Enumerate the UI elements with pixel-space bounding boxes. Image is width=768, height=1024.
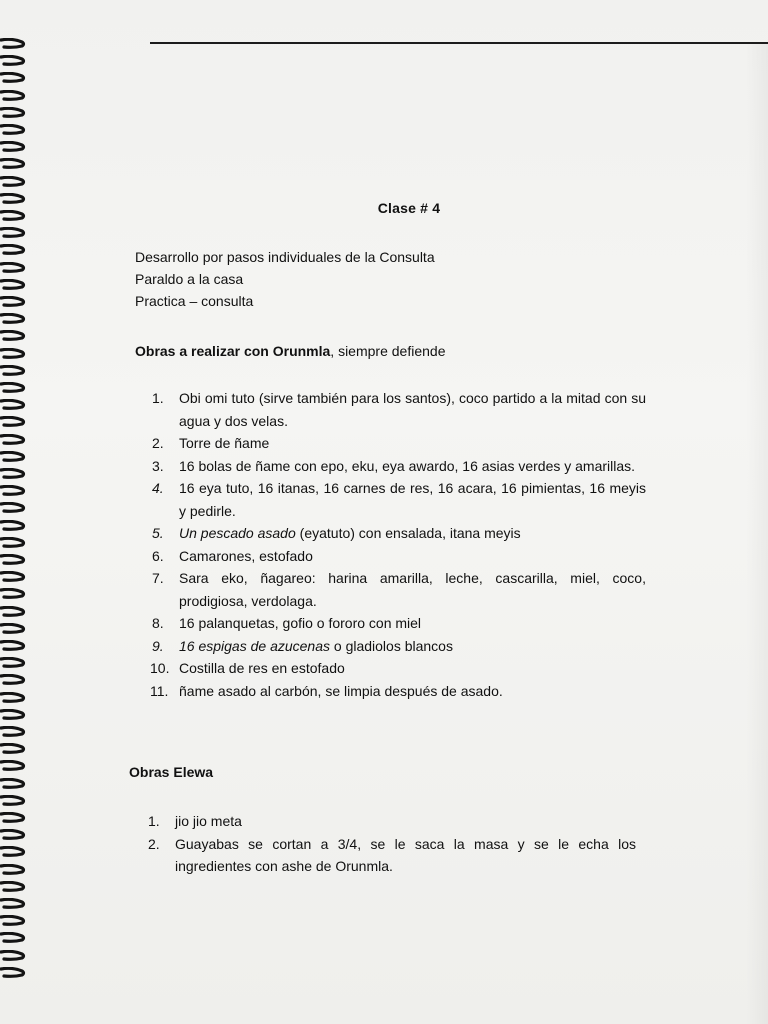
list-item: [148, 810, 636, 833]
spiral-coil: [0, 416, 26, 427]
spiral-coil: [0, 881, 26, 892]
spiral-coil: [0, 279, 26, 290]
spiral-coil: [0, 124, 26, 135]
spiral-coil: [0, 296, 26, 307]
orunmla-heading-rest: , siempre defiende: [330, 343, 446, 359]
list-item: [152, 680, 646, 703]
item-number: 11.: [150, 682, 169, 699]
spiral-coil: [0, 743, 26, 754]
spiral-coil: [0, 485, 26, 496]
orunmla-list: [152, 387, 646, 702]
spiral-coil: [0, 692, 26, 703]
item-text: 16 palanquetas, gofio o fororo con miel: [179, 615, 422, 631]
orunmla-heading-strong: Obras a realizar con Orunmla: [135, 343, 331, 359]
spiral-coil: [0, 932, 26, 943]
spiral-coil: [0, 313, 26, 324]
orunmla-heading: [135, 343, 445, 359]
item-text: Costilla de res en estofado: [179, 660, 345, 676]
elewa-heading: Obras Elewa: [129, 764, 214, 780]
spiral-coil: [0, 657, 26, 668]
spiral-coil: [0, 571, 26, 582]
spiral-coil: [0, 760, 26, 771]
spiral-coil: [0, 107, 26, 118]
spiral-coil: [0, 468, 26, 479]
spiral-coil: [0, 812, 26, 823]
item-text: Camarones, estofado: [179, 547, 313, 564]
list-item: [152, 612, 646, 635]
item-number: 5.: [152, 525, 164, 541]
item-text: jio jio meta: [175, 813, 242, 829]
spiral-coil: [0, 158, 26, 169]
item-number: 8.: [152, 615, 164, 631]
spiral-coil: [0, 778, 26, 789]
spiral-coil: [0, 864, 26, 875]
spiral-coil: [0, 451, 26, 462]
spiral-coil: [0, 726, 26, 737]
item-number: 10.: [150, 660, 170, 676]
list-item: [152, 432, 646, 455]
spiral-coil: [0, 227, 26, 238]
item-text-italic: Un pescado asado: [179, 525, 296, 541]
spiral-coil: [0, 262, 26, 273]
list-item: [152, 455, 646, 478]
spiral-coil: [0, 176, 26, 187]
item-text-italic: 16 espigas de azucenas: [179, 637, 330, 654]
list-item: [152, 657, 646, 680]
spiral-coil: [0, 606, 26, 617]
list-item: [152, 387, 646, 432]
spiral-coil: [0, 38, 26, 49]
spiral-coil: [0, 520, 26, 531]
item-text-rest: (eyatuto) con ensalada, itana meyis: [295, 525, 521, 541]
item-number: 6.: [152, 547, 164, 564]
item-text: 16 eya tuto, 16 itanas, 16 carnes de res, 16 acara, 16 pimientas, 16 meyis y pedirle.: [179, 480, 646, 519]
item-text: ñame asado al carbón, se limpia después de asado.: [179, 682, 503, 699]
intro-line: Desarrollo por pasos individuales de la Consulta: [135, 249, 435, 265]
spiral-coil: [0, 537, 26, 548]
spiral-coil: [0, 640, 26, 651]
spiral-coil: [0, 623, 26, 634]
spiral-coil: [0, 709, 26, 720]
item-number: 2.: [152, 435, 164, 451]
spiral-coil: [0, 399, 26, 410]
list-item: [148, 833, 636, 878]
item-number: 3.: [152, 457, 164, 474]
spiral-coil: [0, 244, 26, 255]
page-title: Clase # 4: [377, 200, 441, 216]
spiral-coil: [0, 674, 26, 685]
item-text: Sara eko, ñagareo: harina amarilla, leche, cascarilla, miel, coco, prodigiosa, verdolaga.: [179, 570, 646, 609]
spiral-coil: [0, 846, 26, 857]
spiral-coil: [0, 502, 26, 513]
spiral-coil: [0, 950, 26, 961]
item-text: Guayabas se cortan a 3/4, se le saca la masa y se le echa los ingredientes con ashe de Orunmla.: [175, 835, 636, 874]
spiral-coil: [0, 330, 26, 341]
spiral-coil: [0, 72, 26, 83]
item-text: 16 bolas de ñame con epo, eku, eya awardo, 16 asias verdes y amarillas.: [179, 457, 636, 474]
item-number: 1.: [148, 813, 160, 829]
item-text-rest: o gladiolos blancos: [330, 637, 453, 654]
spiral-coil: [0, 90, 26, 101]
spiral-coil: [0, 141, 26, 152]
spiral-coil: [0, 588, 26, 599]
spiral-coil: [0, 898, 26, 909]
spiral-coil: [0, 348, 26, 359]
item-number: 7.: [152, 570, 164, 586]
item-number: 2.: [148, 835, 160, 852]
item-text: Obi omi tuto (sirve también para los santos), coco partido a la mitad con su agua y dos velas.: [179, 390, 646, 429]
spiral-coil: [0, 829, 26, 840]
intro-line: Paraldo a la casa: [135, 271, 244, 287]
elewa-list: [148, 810, 636, 878]
spiral-coil: [0, 55, 26, 66]
page-right-shadow: [746, 44, 768, 1024]
spiral-coil: [0, 554, 26, 565]
spiral-coil: [0, 382, 26, 393]
item-text: [179, 635, 646, 658]
intro-block: [135, 246, 435, 312]
list-item: [152, 522, 646, 545]
item-number: 4.: [152, 480, 164, 496]
item-number: 9.: [152, 637, 164, 654]
item-text: Torre de ñame: [179, 435, 270, 451]
spiral-coil: [0, 915, 26, 926]
spiral-binding: [0, 38, 30, 988]
list-item: [152, 567, 646, 612]
spiral-coil: [0, 795, 26, 806]
spiral-coil: [0, 365, 26, 376]
page-top-edge: [150, 42, 768, 44]
spiral-coil: [0, 434, 26, 445]
item-text: [179, 522, 646, 545]
list-item: [152, 477, 646, 522]
list-item: [152, 545, 646, 568]
list-item: [152, 635, 646, 658]
intro-line: Practica – consulta: [135, 293, 254, 309]
spiral-coil: [0, 967, 26, 978]
item-number: 1.: [152, 390, 164, 406]
